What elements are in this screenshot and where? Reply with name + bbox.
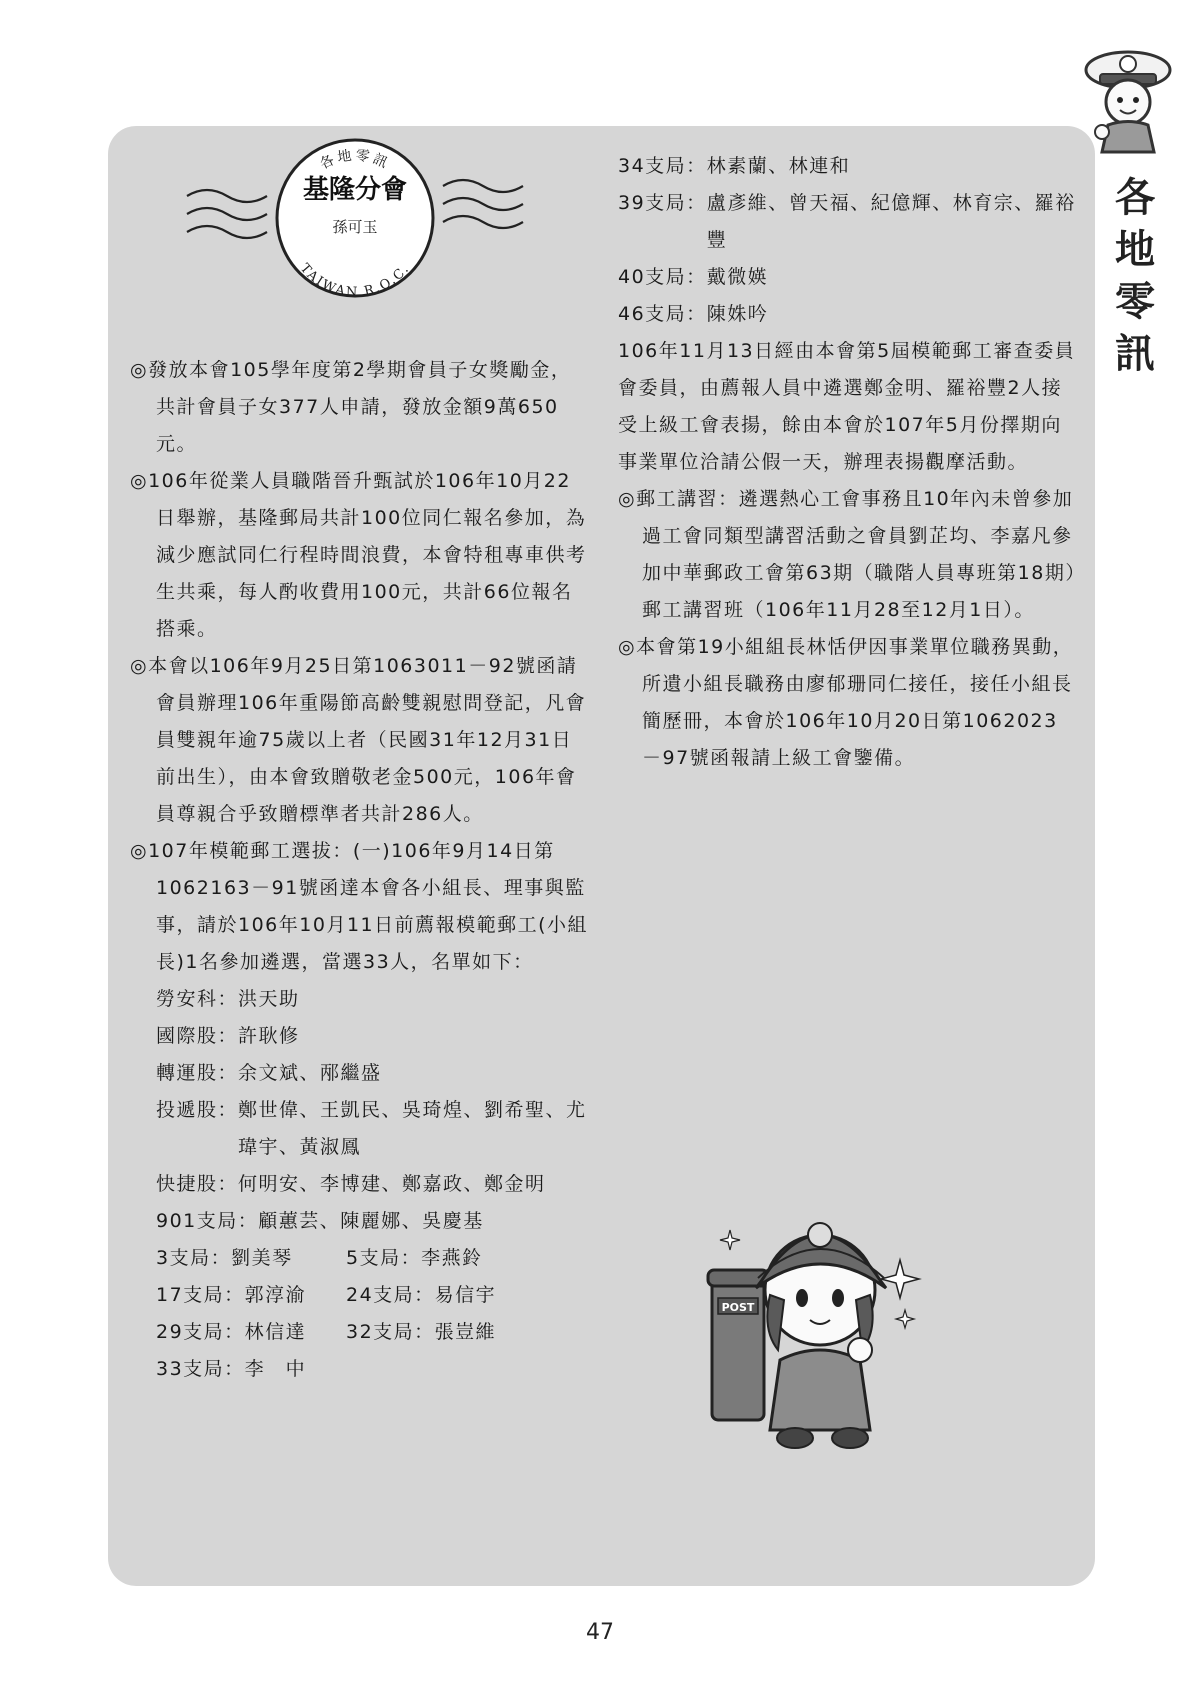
roster-names: 余文斌、邴繼盛	[238, 1062, 382, 1084]
page-number: 47	[586, 1620, 614, 1645]
roster-row	[130, 1055, 590, 1092]
side-title-char: 訊	[1115, 330, 1155, 377]
roster-row	[618, 185, 1078, 259]
roster-entry: 17支局：郭淳渝	[156, 1284, 307, 1306]
news-paragraph: 106年11月13日經由本會第5屆模範郵工審查委員會委員，由薦報人員中遴選鄭金明、羅裕豐2人接受上級工會表揚，餘由本會於107年5月份擇期向事業單位洽請公假一天，辦理表揚觀摩活動。	[618, 340, 1076, 473]
stamp-bottom-text-path: TAIWAN R.O.C.	[296, 261, 414, 301]
roster-pair-row	[130, 1314, 590, 1351]
mascot-girl-postbox-icon	[700, 1180, 950, 1460]
roster-names: 盧彥維、曾天福、紀億輝、林育宗、羅裕豐	[706, 192, 1076, 251]
roster-row	[618, 296, 1078, 333]
stamp-name: 基隆分會	[302, 175, 408, 205]
roster-pair-row	[130, 1277, 590, 1314]
roster-unit: 國際股：	[156, 1025, 239, 1047]
news-item: ◎106年從業人員職階晉升甄試於106年10月22日舉辦，基隆郵局共計100位同仁報名參加，為減少應試同仁行程時間浪費，本會特租專車供考生共乘，每人酌收費用100元，共計66位報名搭乘。	[130, 470, 587, 640]
roster-unit: 39支局：	[618, 192, 707, 214]
roster-pair-row	[130, 1351, 590, 1388]
roster-row	[618, 148, 1078, 185]
news-item: ◎107年模範郵工選拔：(一)106年9月14日第1062163－91號函達本會各小組長、理事與監事，請於106年10月11日前薦報模範郵工(小組長)1名參加遴選，當選33人，名單如下：	[130, 840, 589, 973]
roster-names: 何明安、李博建、鄭嘉政、鄭金明	[238, 1173, 546, 1195]
roster-list	[130, 981, 590, 1388]
news-item: ◎發放本會105學年度第2學期會員子女獎勵金，共計會員子女377人申請，發放金額9萬650元。	[130, 359, 572, 455]
roster-names: 戴微媖	[706, 266, 769, 288]
roster-unit: 34支局：	[618, 155, 707, 177]
roster-entry: 33支局：李 中	[156, 1358, 307, 1380]
roster-names: 洪天助	[238, 988, 300, 1010]
roster-unit: 勞安科：	[156, 988, 239, 1010]
stamp-author: 孫可玉	[332, 218, 378, 236]
side-title-char: 零	[1115, 278, 1155, 325]
roster-row	[130, 1092, 590, 1166]
mascot-postman-icon	[1078, 40, 1178, 158]
roster-row	[130, 1018, 590, 1055]
section-side-title	[1105, 172, 1165, 380]
roster-entry: 32支局：張豈維	[346, 1321, 497, 1343]
roster-entry: 24支局：易信宇	[346, 1284, 497, 1306]
roster-unit: 40支局：	[618, 266, 707, 288]
side-title-char: 地	[1115, 226, 1155, 273]
news-item: ◎本會以106年9月25日第1063011－92號函請會員辦理106年重陽節高齡雙親慰問登記，凡會員雙親年逾75歲以上者（民國31年12月31日前出生），由本會致贈敬老金500元，106年會員尊親合乎致贈標準者共計286人。	[130, 655, 587, 825]
postmark-stamp	[185, 136, 530, 301]
roster-pair-row	[130, 1240, 590, 1277]
side-title-char: 各	[1115, 174, 1155, 221]
left-column	[130, 352, 590, 1388]
roster-names: 陳姝吟	[706, 303, 769, 325]
post-box-label: POST	[721, 1301, 755, 1314]
right-column	[618, 148, 1078, 777]
roster-unit: 轉運股：	[156, 1062, 239, 1084]
news-item: ◎本會第19小組組長林恬伊因事業單位職務異動，所遺小組長職務由廖郁珊同仁接任，接任小組長簡歷冊，本會於106年10月20日第1062023－97號函報請上級工會鑒備。	[618, 636, 1074, 769]
roster-unit: 46支局：	[618, 303, 707, 325]
roster-row	[618, 259, 1078, 296]
roster-entry: 29支局：林信達	[156, 1321, 307, 1343]
roster-entry: 3支局：劉美琴	[156, 1247, 293, 1269]
roster-unit: 快捷股：	[156, 1173, 239, 1195]
roster-row	[130, 981, 590, 1018]
roster-entry: 5支局：李燕鈴	[346, 1247, 483, 1269]
roster-names: 鄭世偉、王凱民、吳琦煌、劉希聖、尤瑋宇、黃淑鳳	[238, 1099, 587, 1158]
roster-row	[130, 1203, 590, 1240]
stamp-arc-text-path: 各地零訊	[317, 147, 393, 173]
news-item: ◎郵工講習：遴選熱心工會事務且10年內未曾參加過工會同類型講習活動之會員劉芷均、李嘉凡參加中華郵政工會第63期（職階人員專班第18期）郵工講習班（106年11月28至12月1日）。	[618, 488, 1077, 621]
roster-unit: 901支局：	[156, 1210, 259, 1232]
roster-names: 顧蕙芸、陳麗娜、吳慶基	[258, 1210, 484, 1232]
roster-names: 林素蘭、林連和	[706, 155, 851, 177]
roster-row	[130, 1166, 590, 1203]
roster-names: 許耿修	[238, 1025, 300, 1047]
roster-unit: 投遞股：	[156, 1099, 239, 1121]
